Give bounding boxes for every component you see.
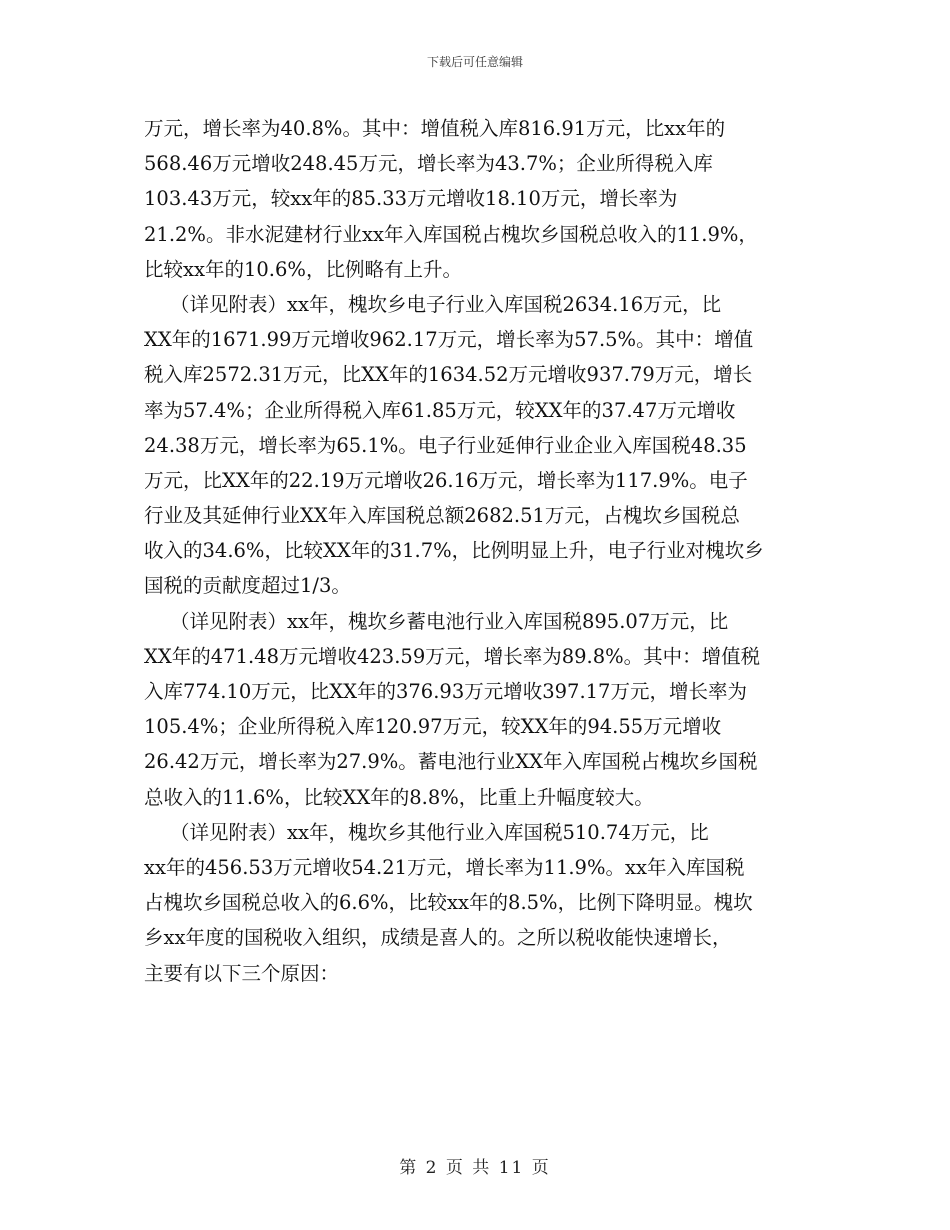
paragraph-4 — [144, 815, 812, 991]
text-line: 总收入的11.6%，比较XX年的8.8%，比重上升幅度较大。 — [144, 785, 654, 809]
text-line: xx年的456.53万元增收54.21万元，增长率为11.9%。xx年入库国税 — [144, 855, 745, 879]
text-line: 率为57.4%；企业所得税入库61.85万元，较XX年的37.47万元增收 — [144, 398, 736, 422]
text-line: 21.2%。非水泥建材行业xx年入库国税占槐坎乡国税总收入的11.9%， — [144, 222, 758, 246]
text-line: 568.46万元增收248.45万元，增长率为43.7%；企业所得税入库 — [144, 152, 713, 176]
text-line: 24.38万元，增长率为65.1%。电子行业延伸行业企业入库国税48.35 — [144, 433, 747, 457]
text-line: （详见附表）xx年，槐坎乡电子行业入库国税2634.16万元，比 — [170, 292, 722, 316]
text-line: 主要有以下三个原因： — [144, 961, 340, 985]
text-line: 入库774.10万元，比XX年的376.93万元增收397.17万元，增长率为 — [144, 680, 747, 703]
text-line: 国税的贡献度超过1/3。 — [144, 574, 351, 598]
text-line: XX年的1671.99万元增收962.17万元，增长率为57.5%。其中：增值 — [144, 328, 754, 352]
text-line: 税入库2572.31万元，比XX年的1634.52万元增收937.79万元，增长 — [144, 363, 753, 387]
page-header: 下载后可任意编辑 — [426, 55, 523, 69]
text-line: 万元，比XX年的22.19万元增收26.16万元，增长率为117.9%。电子 — [144, 468, 748, 492]
text-line: 乡xx年度的国税收入组织，成绩是喜人的。之所以税收能快速增长， — [144, 926, 732, 950]
text-line: 万元，增长率为40.8%。其中：增值税入库816.91万元，比xx年的 — [144, 117, 726, 140]
text-line: 比较xx年的10.6%，比例略有上升。 — [144, 257, 462, 281]
text-line: 收入的34.6%，比较XX年的31.7%，比例明显上升，电子行业对槐坎乡 — [144, 539, 764, 563]
text-line: 105.4%；企业所得税入库120.97万元，较XX年的94.55万元增收 — [144, 715, 722, 739]
page-footer: 第 2 页 共 11 页 — [399, 1158, 551, 1178]
text-line: 26.42万元，增长率为27.9%。蓄电池行业XX年入库国税占槐坎乡国税 — [144, 750, 758, 774]
paragraph-1 — [144, 111, 812, 287]
paragraph-2 — [144, 287, 812, 604]
text-line: （详见附表）xx年，槐坎乡蓄电池行业入库国税895.07万元，比 — [170, 609, 729, 633]
document-body — [144, 111, 812, 991]
text-line: 行业及其延伸行业XX年入库国税总额2682.51万元，占槐坎乡国税总 — [144, 504, 740, 528]
text-line: XX年的471.48万元增收423.59万元，增长率为89.8%。其中：增值税 — [144, 644, 761, 668]
text-line: （详见附表）xx年，槐坎乡其他行业入库国税510.74万元，比 — [170, 820, 709, 844]
text-line: 占槐坎乡国税总收入的6.6%，比较xx年的8.5%，比例下降明显。槐坎 — [144, 891, 753, 915]
paragraph-3 — [144, 604, 812, 815]
text-line: 103.43万元，较xx年的85.33万元增收18.10万元，增长率为 — [144, 187, 678, 211]
